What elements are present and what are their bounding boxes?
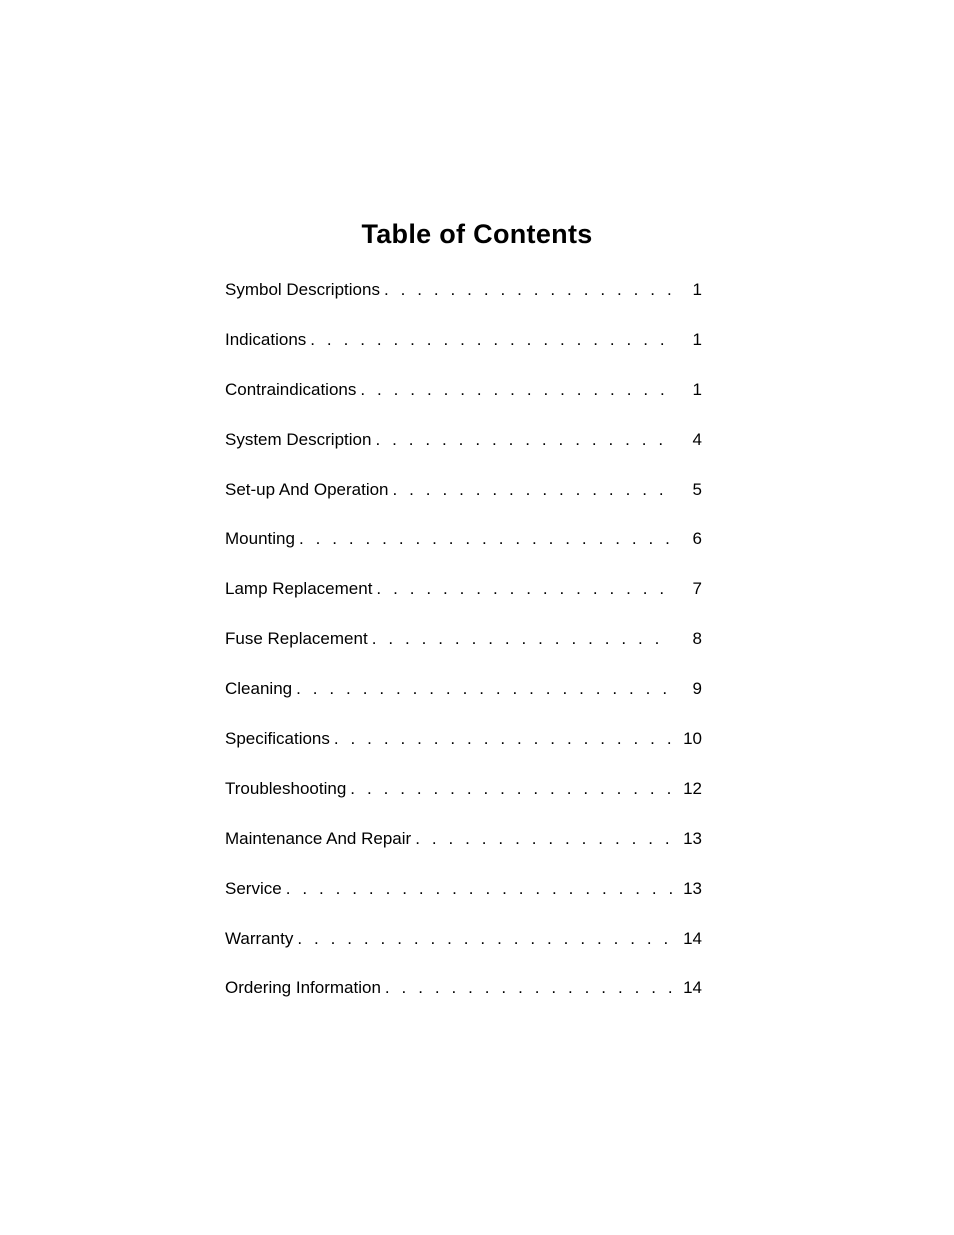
toc-entry-fuse-replacement[interactable] [225,624,702,674]
toc-entry-maintenance-and-repair[interactable] [225,824,702,874]
toc-entry-label: Warranty [225,928,294,948]
toc-entry-ordering-information[interactable] [225,973,702,1023]
toc-entry-label: Mounting [225,529,295,549]
toc-page-number: 1 [692,280,702,299]
toc-entry-service[interactable] [225,874,702,924]
toc-entry-label: Service [225,878,282,898]
toc-entry-label: Specifications [225,729,330,749]
toc-entry-label: Cleaning [225,679,293,699]
toc-entry-warranty[interactable] [225,924,702,974]
toc-entry-mounting[interactable] [225,524,702,574]
toc-entry-cleaning[interactable] [225,674,702,724]
toc-entry-symbol-descriptions[interactable] [225,275,702,325]
toc-page-number: 9 [692,679,702,699]
dot-leader [360,375,672,405]
dot-leader [384,275,672,305]
dot-leader [415,824,672,854]
toc-page-number: 1 [692,379,702,399]
toc-page-number: 1 [692,329,702,349]
toc-entry-label: Contraindications [225,379,357,399]
toc-entry-system-description[interactable] [225,425,702,475]
toc-entry-label: Indications [225,329,307,349]
dot-leader [296,674,672,704]
dot-leader [299,524,672,554]
toc-page-number: 13 [683,878,702,898]
toc-entry-lamp-replacement[interactable] [225,574,702,624]
toc-page-number: 8 [692,629,702,649]
dot-leader [286,874,672,904]
toc-page-number: 14 [683,928,702,948]
dot-leader [372,624,672,654]
toc-page-number: 14 [683,978,702,998]
toc-entry-label: Lamp Replacement [225,579,373,599]
dot-leader [350,774,672,804]
toc-entry-troubleshooting[interactable] [225,774,702,824]
toc-entry-contraindications[interactable] [225,375,702,425]
toc-page-number: 12 [683,778,702,798]
dot-leader [376,574,672,604]
toc-page-number: 13 [683,828,702,848]
toc-entry-set-up-and-operation[interactable] [225,475,702,525]
toc-entry-specifications[interactable] [225,724,702,774]
toc-page-number: 5 [692,479,702,499]
toc-page-number: 6 [692,529,702,549]
dot-leader [385,973,672,1003]
dot-leader [334,724,672,754]
toc-entry-label: Set-up And Operation [225,479,389,499]
toc-entry-indications[interactable] [225,325,702,375]
toc-entry-label: Maintenance And Repair [225,828,412,848]
table-of-contents [225,275,702,1023]
toc-page-number: 10 [683,729,702,749]
toc-entry-label: System Description [225,429,372,449]
dot-leader [310,325,672,355]
toc-entry-label: Troubleshooting [225,778,347,798]
toc-entry-label: Ordering Information [225,978,381,998]
dot-leader [393,475,672,505]
toc-page-number: 7 [692,579,702,599]
dot-leader [375,425,672,455]
toc-entry-label: Fuse Replacement [225,629,368,649]
dot-leader [297,924,672,954]
page-title: Table of Contents [361,219,593,249]
toc-page-number: 4 [692,429,702,449]
toc-entry-label: Symbol Descriptions [225,280,380,299]
